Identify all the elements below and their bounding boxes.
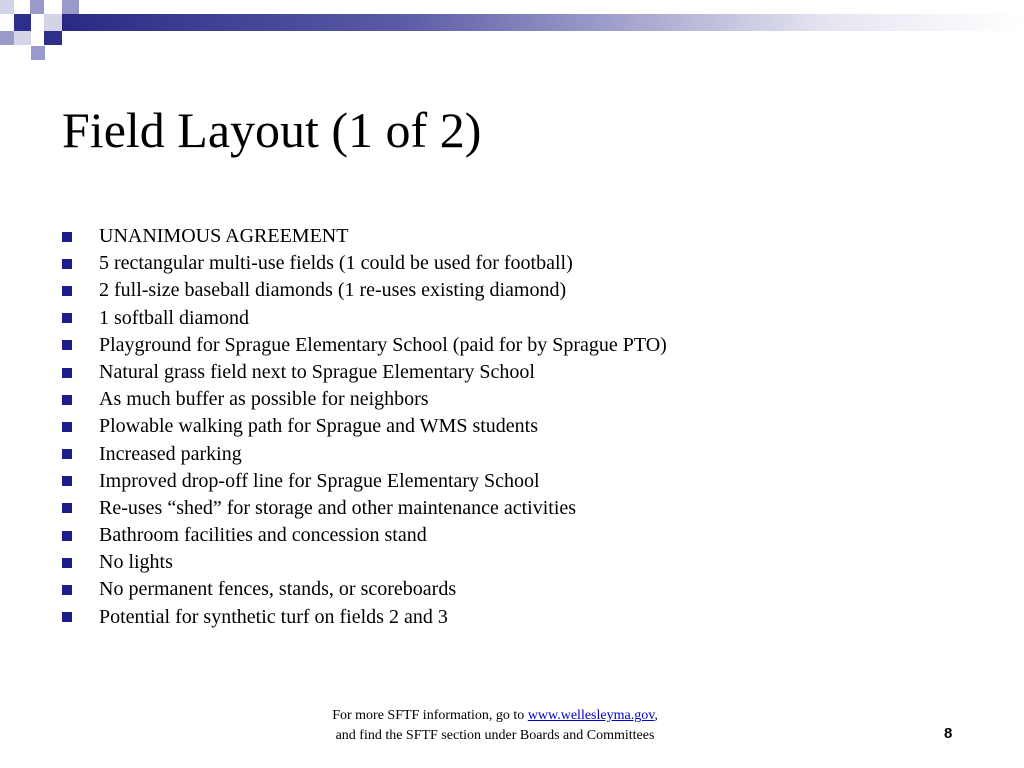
square-bullet-icon	[62, 503, 72, 513]
list-item	[62, 223, 962, 250]
square-bullet-icon	[62, 422, 72, 432]
square-bullet-icon	[62, 449, 72, 459]
bullet-text: Natural grass field next to Sprague Elementary School	[99, 360, 535, 383]
list-item	[62, 441, 962, 468]
square-bullet-icon	[62, 232, 72, 242]
list-item	[62, 359, 962, 386]
bullet-text: Plowable walking path for Sprague and WMS students	[99, 415, 539, 438]
bullet-text: UNANIMOUS AGREEMENT	[99, 225, 349, 247]
list-item	[62, 549, 962, 576]
bullet-text: No lights	[99, 551, 173, 574]
bullet-text: Increased parking	[99, 442, 242, 465]
header-gradient-bar	[62, 14, 1024, 31]
bullet-text: No permanent fences, stands, or scoreboards	[99, 578, 457, 601]
bullet-text: Improved drop-off line for Sprague Elementary School	[99, 469, 540, 492]
bullet-text: 2 full-size baseball diamonds (1 re-uses existing diamond)	[99, 279, 567, 302]
decorative-square	[0, 31, 14, 45]
list-item	[62, 332, 962, 359]
bullet-text: Potential for synthetic turf on fields 2 and 3	[99, 605, 448, 628]
list-item	[62, 495, 962, 522]
bullet-text: As much buffer as possible for neighbors	[99, 388, 429, 411]
website-link[interactable]: www.wellesleyma.gov	[527, 708, 655, 723]
list-item	[62, 413, 962, 440]
square-bullet-icon	[62, 612, 72, 622]
list-item	[62, 468, 962, 495]
bullet-text: Re-uses “shed” for storage and other maintenance activities	[99, 496, 577, 519]
slide-title: Field Layout (1 of 2)	[62, 102, 482, 158]
footer-line-1	[200, 706, 790, 726]
square-bullet-icon	[62, 368, 72, 378]
decorative-square	[14, 14, 31, 31]
decorative-square	[31, 46, 45, 60]
list-item	[62, 576, 962, 603]
bullet-text: Playground for Sprague Elementary School (paid for by Sprague PTO)	[99, 333, 667, 356]
footer-note	[200, 706, 790, 746]
decorative-square	[44, 14, 62, 31]
square-bullet-icon	[62, 531, 72, 541]
square-bullet-icon	[62, 313, 72, 323]
decorative-square	[62, 0, 79, 14]
bullet-text: Bathroom facilities and concession stand	[99, 524, 427, 547]
footer-line-2: and find the SFTF section under Boards and Committees	[335, 728, 655, 743]
square-bullet-icon	[62, 476, 72, 486]
decorative-square	[14, 31, 31, 45]
list-item	[62, 305, 962, 332]
bullet-text: 5 rectangular multi-use fields (1 could be used for football)	[99, 252, 573, 275]
list-item	[62, 522, 962, 549]
footer-suffix: ,	[654, 708, 658, 723]
square-bullet-icon	[62, 585, 72, 595]
page-number: 8	[944, 725, 953, 742]
square-bullet-icon	[62, 286, 72, 296]
bullet-text: 1 softball diamond	[99, 306, 249, 329]
list-item	[62, 386, 962, 413]
decorative-square	[0, 0, 14, 14]
square-bullet-icon	[62, 395, 72, 405]
list-item	[62, 604, 962, 631]
square-bullet-icon	[62, 259, 72, 269]
square-bullet-icon	[62, 558, 72, 568]
square-bullet-icon	[62, 340, 72, 350]
bullet-list	[62, 223, 962, 631]
list-item	[62, 250, 962, 277]
list-item	[62, 277, 962, 304]
decorative-square	[30, 0, 44, 14]
decorative-square	[44, 31, 62, 45]
footer-prefix: For more SFTF information, go to	[332, 708, 528, 723]
